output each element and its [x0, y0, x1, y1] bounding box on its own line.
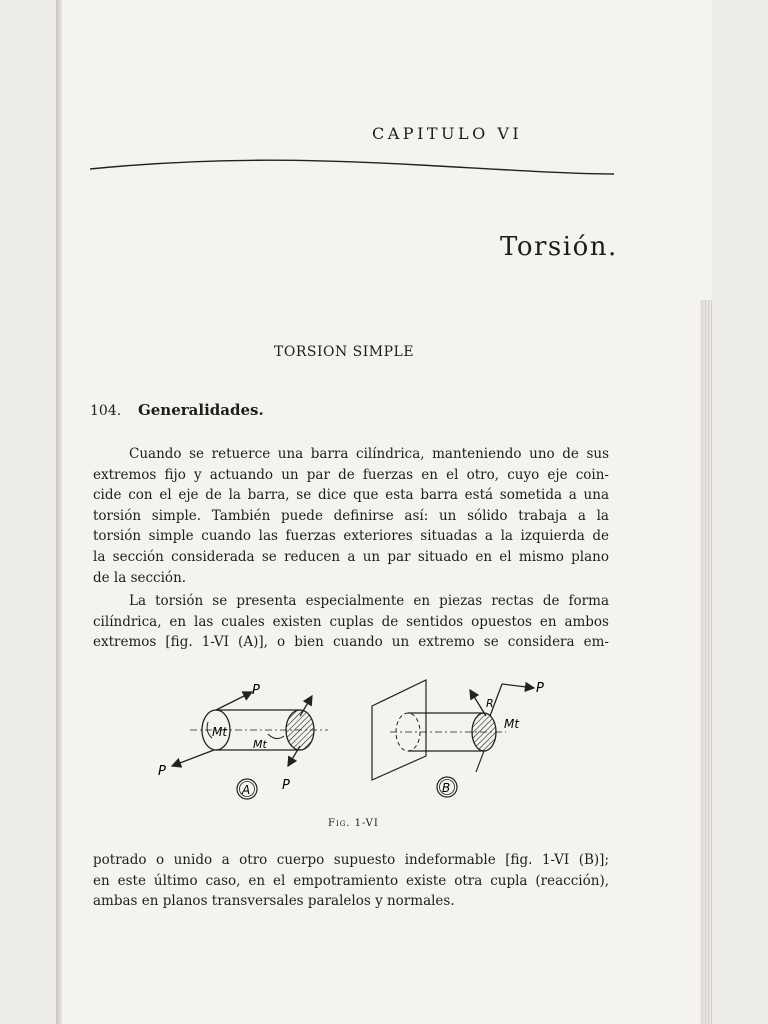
reaction-label-b: R — [486, 697, 494, 710]
subsection-title: Generalidades. — [137, 401, 264, 419]
figure-a — [158, 683, 328, 799]
paragraph-line: potrado o unido a otro cuerpo supuesto indeformable [fig. 1-VI (B)]; — [93, 852, 609, 868]
paragraph-2 — [93, 591, 609, 653]
subsection-number: 104. — [90, 403, 122, 419]
figure-caption — [328, 818, 379, 829]
section-heading: TORSION SIMPLE — [274, 344, 415, 360]
figure-b — [372, 680, 544, 797]
paragraph-line: la sección considerada se reducen a un par situado en el mismo plano — [93, 548, 609, 565]
paragraph-line: de la sección. — [93, 569, 187, 586]
moment-label-b: Mt — [504, 717, 520, 731]
figure-label-a: A — [242, 783, 251, 797]
paragraph-line: La torsión se presenta especialmente en piezas rectas de forma — [129, 593, 609, 609]
paragraph-line: cilíndrica, en las cuales existen cuplas de sentidos opuestos en ambos — [93, 613, 609, 630]
paragraph-1 — [93, 444, 609, 588]
force-label-a-left: P — [158, 764, 166, 779]
figure-label-b: B — [442, 781, 451, 795]
force-label-a-top: P — [252, 683, 260, 698]
moment-label-a-left: Mt — [212, 725, 228, 739]
paragraph-line: torsión simple cuando las fuerzas exteriores situadas a la izquierda de — [93, 528, 609, 545]
force-label-b: P — [536, 681, 544, 696]
paragraph-line: ambas en planos transversales paralelos y normales. — [93, 893, 455, 910]
paragraph-line: extremos fijo y actuando un par de fuerzas en el otro, cuyo eje coin- — [93, 466, 609, 483]
figure-caption-text: Fig. 1-VI — [328, 818, 379, 829]
chapter-title: Torsión. — [500, 232, 618, 262]
chapter-heading: CAPITULO VI — [372, 124, 523, 143]
chapter-rule — [90, 155, 616, 179]
torsion-figure — [150, 676, 570, 810]
paragraph-line: extremos [fig. 1-VI (A)], o bien cuando un extremo se considera em- — [93, 634, 609, 651]
force-label-a-bottom: P — [282, 778, 290, 793]
paragraph-line: torsión simple. También puede definirse así: un sólido trabaja a la — [93, 507, 609, 524]
subsection-heading — [90, 401, 264, 419]
paragraph-line: cide con el eje de la barra, se dice que esta barra está sometida a una — [93, 487, 609, 504]
moment-label-a-right: Mt — [253, 738, 267, 751]
page-edge-stack — [700, 300, 712, 1024]
paragraph-line: en este último caso, en el empotramiento existe otra cupla (reacción), — [93, 872, 609, 889]
paragraph-3 — [93, 850, 609, 912]
paragraph-line: Cuando se retuerce una barra cilíndrica, manteniendo uno de sus — [129, 446, 609, 462]
